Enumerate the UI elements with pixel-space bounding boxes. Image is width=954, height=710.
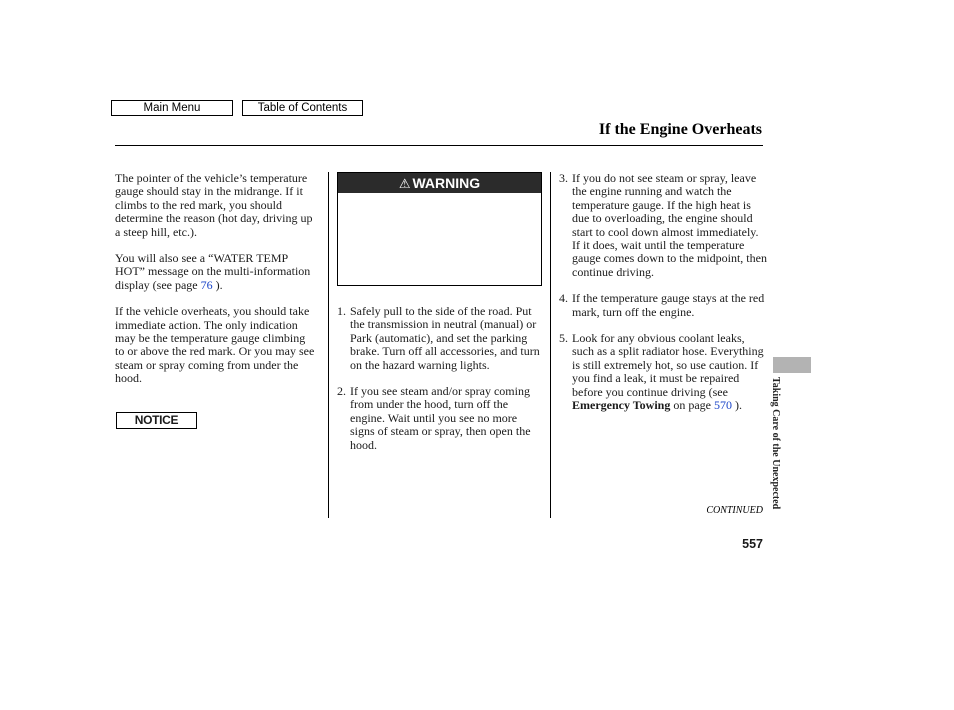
intro-paragraph-1: The pointer of the vehicle’s temperature gauge should stay in the midrange. If it climbs to the red mark, you should determine the reason (hot day, driving up a steep hill, etc.). — [115, 171, 313, 239]
intro-paragraph-2-end: ). — [212, 277, 223, 292]
page-number: 557 — [742, 537, 763, 551]
step-number: 5. — [559, 331, 568, 346]
step-number: 4. — [559, 291, 568, 306]
step-text: If you do not see steam or spray, leave the engine running and watch the temperature gauge. If the high heat is due to overloading, the engine should start to cool down almost immediately. If it does, wait until the temperature gauge comes down to the midpoint, then continue driving. — [572, 171, 767, 279]
warning-header — [338, 173, 541, 193]
intro-paragraph-2-text: You will also see a “WATER TEMP HOT” message on the multi-information display (see page — [115, 251, 311, 292]
step-text: If the temperature gauge stays at the red mark, turn off the engine. — [572, 291, 765, 319]
warning-box — [337, 172, 542, 286]
step-number: 1. — [337, 304, 346, 318]
intro-paragraph-2 — [115, 252, 315, 292]
title-rule — [115, 145, 763, 146]
step-text-start: Look for any obvious coolant leaks, such as a split radiator hose. Everything is still extremely hot, so use caution. If you find a leak, it must be repaired before you continue driving (see — [572, 331, 764, 399]
main-menu-button[interactable]: Main Menu — [111, 100, 233, 116]
step-text-middle: on page — [670, 398, 714, 413]
step-number: 3. — [559, 171, 568, 185]
intro-column — [115, 172, 315, 399]
step-text-end: ). — [732, 398, 742, 413]
steps-list-right — [559, 172, 769, 426]
section-tab-label: Taking Care of the Unexpected — [770, 377, 781, 510]
list-item — [559, 332, 769, 412]
list-item — [337, 385, 542, 452]
step-text: If you see steam and/or spray coming from under the hood, turn off the engine. Wait until you see no more signs of steam or spray, then open the hood. — [350, 384, 531, 452]
list-item — [559, 172, 769, 279]
page-title: If the Engine Overheats — [598, 121, 762, 138]
intro-paragraph-3: If the vehicle overheats, you should take immediate action. The only indication may be the temperature gauge climbing to or above the red mark. Or you may see steam or spray coming from under the hood. — [115, 304, 315, 386]
notice-badge: NOTICE — [116, 412, 197, 429]
warning-triangle-icon: ⚠ — [398, 176, 411, 191]
warning-label: WARNING — [412, 175, 481, 191]
continued-label: CONTINUED — [706, 505, 763, 516]
steps-list-middle — [337, 305, 542, 465]
column-divider-1 — [328, 172, 329, 518]
step-number: 2. — [337, 384, 346, 399]
column-divider-2 — [550, 172, 551, 518]
emergency-towing-term: Emergency Towing — [572, 398, 671, 413]
list-item — [337, 305, 542, 372]
list-item — [559, 292, 769, 319]
step-text: Safely pull to the side of the road. Put the transmission in neutral (manual) or Park (automatic), and set the parking brake. Turn off all accessories, and turn on the hazard warning lights. — [350, 304, 540, 372]
section-tab[interactable] — [773, 357, 811, 373]
step-text — [572, 331, 764, 412]
page-76-link[interactable]: 76 — [200, 277, 213, 292]
table-of-contents-button[interactable]: Table of Contents — [242, 100, 363, 116]
page-570-link[interactable]: 570 — [714, 398, 732, 413]
